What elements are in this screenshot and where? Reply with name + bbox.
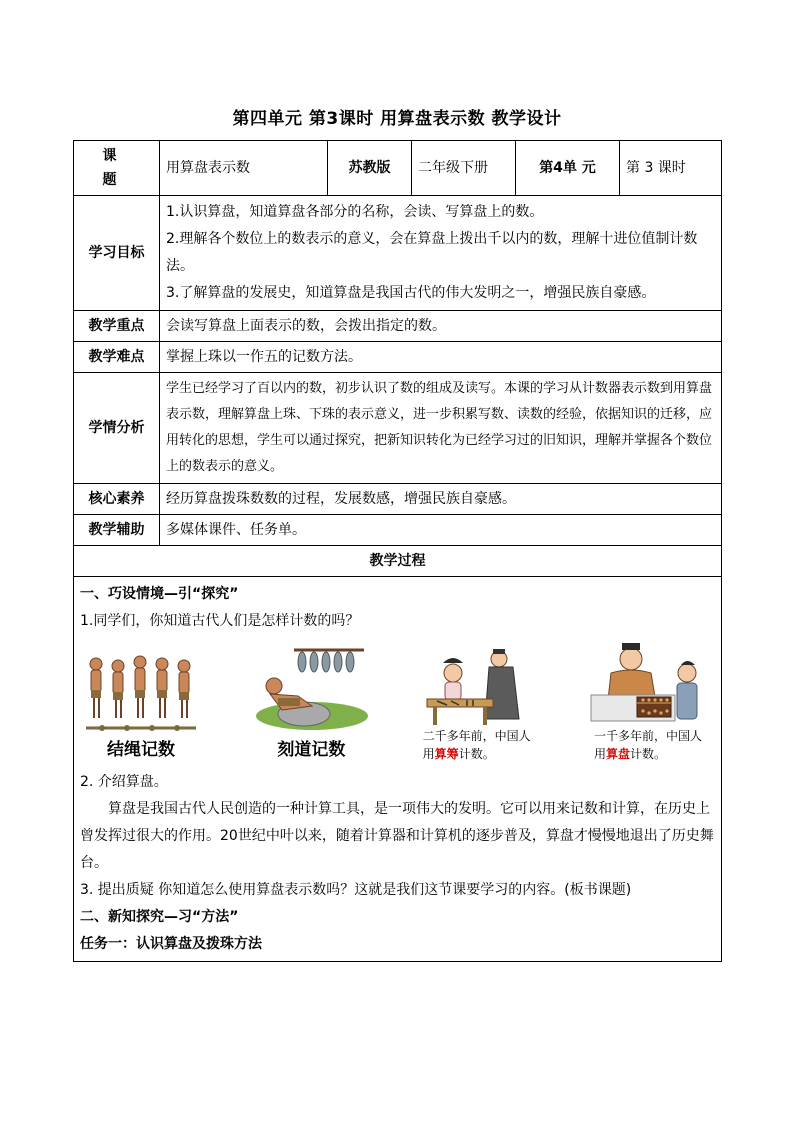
unit: 第4单 元 <box>516 141 620 196</box>
topic-label: 课 题 <box>74 141 160 196</box>
knot-counting-image <box>82 642 200 734</box>
key-row <box>74 311 722 342</box>
analysis-label: 学情分析 <box>74 373 160 484</box>
abacus-caption: 一千多年前，中国人用算盘计数。 <box>593 729 702 761</box>
process-heading: 教学过程 <box>74 546 722 577</box>
topic-value: 用算盘表示数 <box>160 141 328 196</box>
literacy-row <box>74 484 722 515</box>
publisher: 苏教版 <box>328 141 412 196</box>
goal-item: 3.了解算盘的发展史，知道算盘是我国古代的伟大发明之一，增强民族自豪感。 <box>166 285 656 301</box>
key-label: 教学重点 <box>74 311 160 342</box>
section-1-heading: 一、巧设情境—引“探究” <box>80 586 239 602</box>
history-figures <box>80 635 715 769</box>
knot-counting-caption: 结绳记数 <box>107 740 175 759</box>
literacy-value: 经历算盘拨珠数数的过程，发展数感，增强民族自豪感。 <box>160 484 722 515</box>
difficulty-label: 教学难点 <box>74 342 160 373</box>
document-title: 第四单元 第3课时 用算盘表示数 教学设计 <box>232 109 562 129</box>
header-row <box>74 141 722 196</box>
aids-value: 多媒体课件、任务单。 <box>160 515 722 546</box>
aids-label: 教学辅助 <box>74 515 160 546</box>
notch-counting-caption: 刻道记数 <box>277 740 346 759</box>
analysis-value: 学生已经学习了百以内的数，初步认识了数的组成及读写。本课的学习从计数器表示数到用算盘表示数，理解算盘上珠、下珠的表示意义，进一步积累写数、读数的经验，依据知识的迁移，应用转化的思想，学生可以通过探究，把新知识转化为已经学习过的旧知识，理解并掌握各个数位上的数表示的意义。 <box>160 373 722 484</box>
figure-knot-counting <box>82 642 200 763</box>
aids-row <box>74 515 722 546</box>
counting-rods-image <box>423 647 535 727</box>
process-body-row <box>74 577 722 962</box>
goals-row <box>74 196 722 311</box>
abacus-intro-paragraph: 算盘是我国古代人民创造的一种计算工具，是一项伟大的发明。它可以用来记数和计算，在历史上曾发挥过很大的作用。20世纪中叶以来，随着计算器和计算机的逐步普及，算盘才慢慢地退出了历史舞台。 <box>80 801 714 871</box>
notch-counting-image <box>252 642 370 734</box>
goal-item: 2.理解各个数位上的数表示的意义，会在算盘上拨出千以内的数，理解十进位值制计数法。 <box>166 231 698 274</box>
counting-rods-caption: 二千多年前，中国人用算筹计数。 <box>422 729 531 761</box>
key-value: 会读写算盘上面表示的数，会拨出指定的数。 <box>160 311 722 342</box>
literacy-label: 核心素养 <box>74 484 160 515</box>
figure-counting-rods <box>423 647 535 763</box>
question-2: 2. 介绍算盘。 <box>80 774 168 790</box>
analysis-row <box>74 373 722 484</box>
process-heading-row <box>74 546 722 577</box>
question-3: 3. 提出质疑 你知道怎么使用算盘表示数吗？这就是我们这节课要学习的内容。(板书课题) <box>80 882 632 898</box>
difficulty-row <box>74 342 722 373</box>
question-1: 1.同学们，你知道古代人们是怎样计数的吗？ <box>80 613 360 629</box>
lesson-plan-table <box>73 140 722 962</box>
abacus-highlight: 算盘 <box>606 747 631 761</box>
lesson-number: 第 3 课时 <box>620 141 722 196</box>
task-1-heading: 任务一：认识算盘及拨珠方法 <box>80 936 262 952</box>
goal-item: 1.认识算盘，知道算盘各部分的名称，会读、写算盘上的数。 <box>166 204 544 220</box>
grade: 二年级下册 <box>412 141 516 196</box>
figure-abacus <box>587 639 713 763</box>
counting-rods-highlight: 算筹 <box>434 747 459 761</box>
difficulty-value: 掌握上珠以一作五的记数方法。 <box>160 342 722 373</box>
goals-label: 学习目标 <box>74 196 160 311</box>
section-2-heading: 二、新知探究—习“方法” <box>80 909 239 925</box>
figure-notch-counting <box>252 642 370 763</box>
abacus-image <box>587 639 713 727</box>
